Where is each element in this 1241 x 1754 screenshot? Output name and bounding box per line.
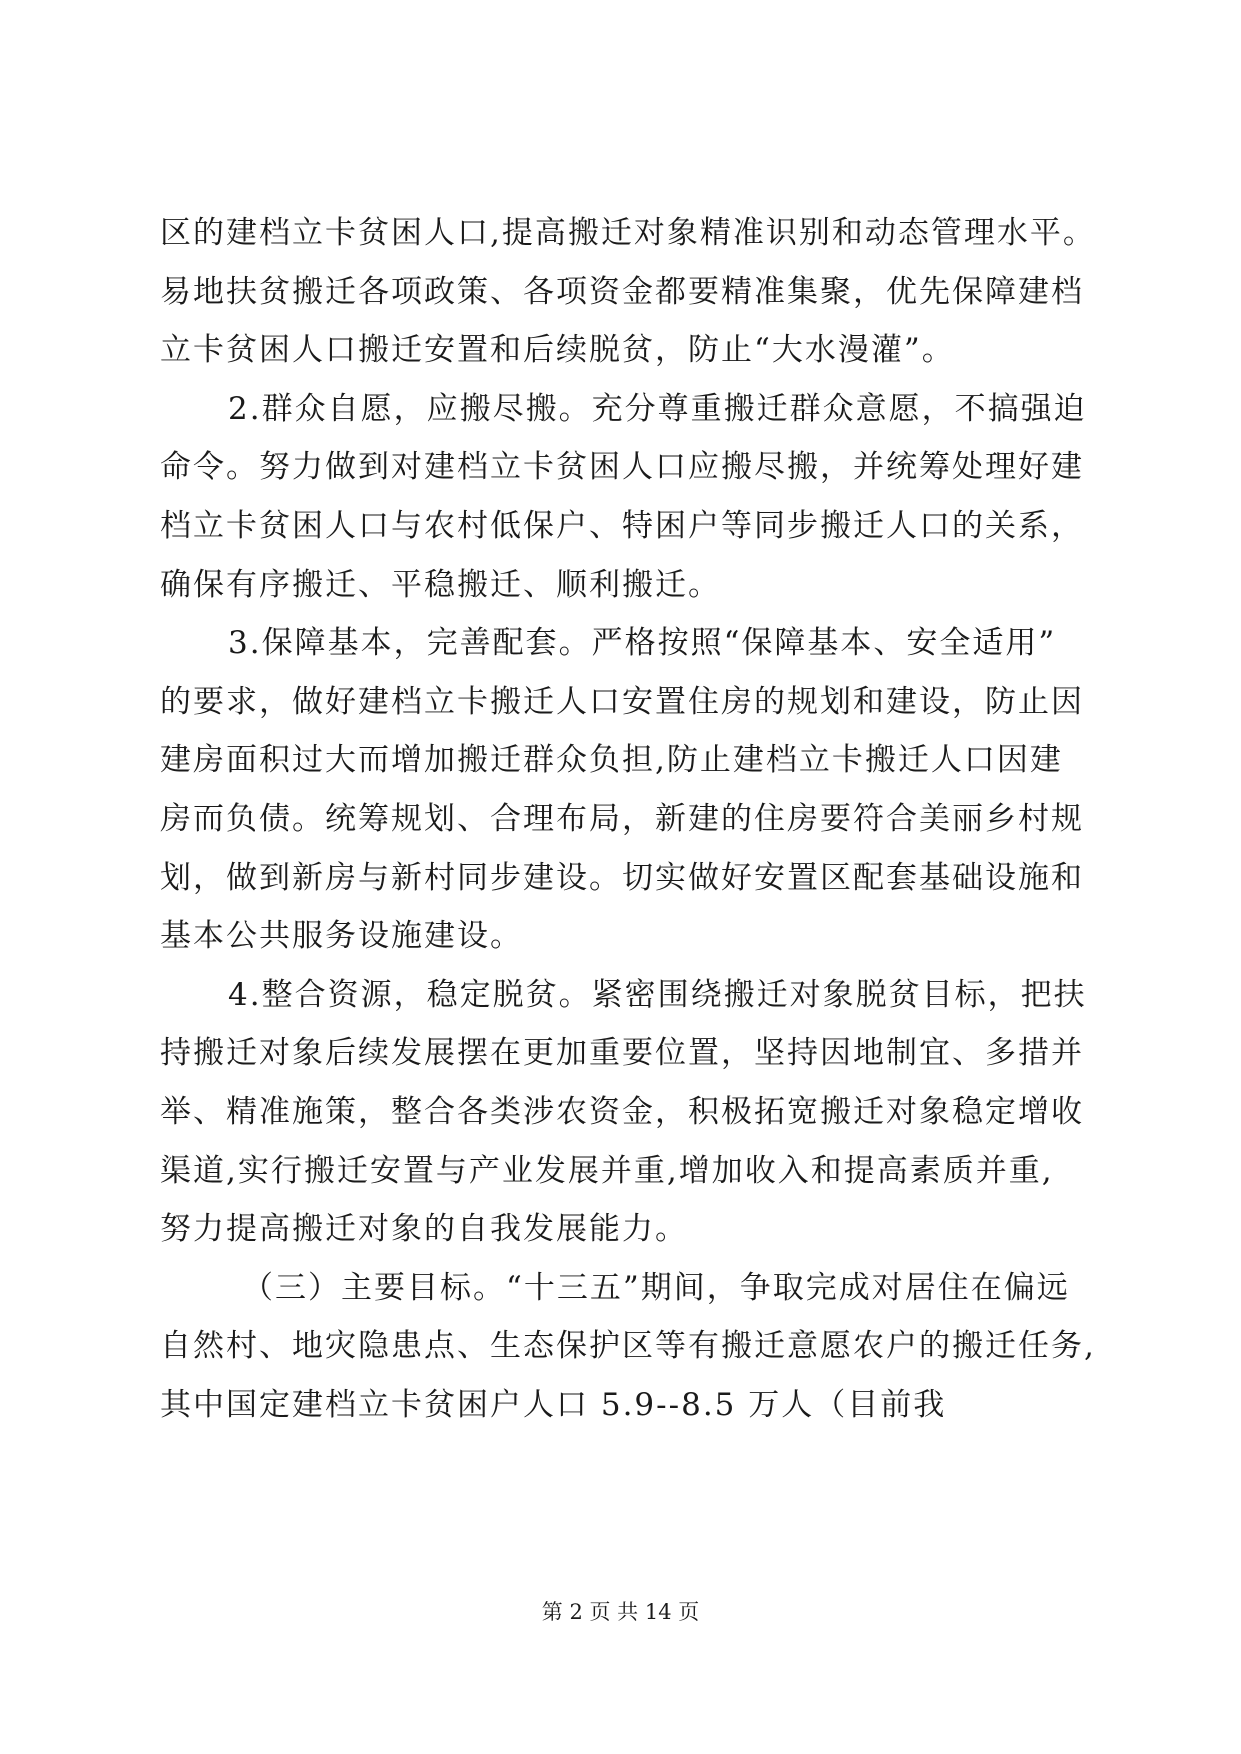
- text-line: 基本公共服务设施建设。: [160, 918, 523, 955]
- text-line: 自然村、地灾隐患点、生态保护区等有搬迁意愿农户的搬迁任务,: [160, 1328, 1096, 1365]
- text-line: 确保有序搬迁、平稳搬迁、顺利搬迁。: [160, 566, 721, 603]
- text-line: 易地扶贫搬迁各项政策、各项资金都要精准集聚，优先保障建档: [160, 273, 1084, 310]
- text-line: 划，做到新房与新村同步建设。切实做好安置区配套基础设施和: [160, 859, 1084, 896]
- paragraph-start-line: 2.群众自愿，应搬尽搬。充分尊重搬迁群众意愿，不搞强迫: [228, 390, 1087, 427]
- paragraph-start-line: 3.保障基本，完善配套。严格按照“保障基本、安全适用”: [228, 625, 1057, 662]
- text-line: 其中国定建档立卡贫困户人口 5.9--8.5 万人（目前我: [160, 1386, 947, 1423]
- text-line: 的要求，做好建档立卡搬迁人口安置住房的规划和建设，防止因: [160, 683, 1084, 720]
- text-line: 档立卡贫困人口与农村低保户、特困户等同步搬迁人口的关系，: [160, 507, 1084, 544]
- text-line: 建房面积过大而增加搬迁群众负担,防止建档立卡搬迁人口因建: [160, 742, 1063, 779]
- text-line: 努力提高搬迁对象的自我发展能力。: [160, 1211, 688, 1248]
- text-line: 举、精准施策，整合各类涉农资金，积极拓宽搬迁对象稳定增收: [160, 1093, 1084, 1130]
- text-line: 立卡贫困人口搬迁安置和后续脱贫，防止“大水漫灌”。: [160, 332, 955, 369]
- page-number-footer: 第 2 页 共 14 页: [541, 1600, 700, 1624]
- text-line: 房而负债。统筹规划、合理布局，新建的住房要符合美丽乡村规: [160, 800, 1084, 837]
- text-line: 持搬迁对象后续发展摆在更加重要位置，坚持因地制宜、多措并: [160, 1035, 1084, 1072]
- paragraph-start-line: 4.整合资源，稳定脱贫。紧密围绕搬迁对象脱贫目标，把扶: [228, 976, 1087, 1013]
- body-text: [160, 204, 1120, 1434]
- text-line: 区的建档立卡贫困人口,提高搬迁对象精准识别和动态管理水平。: [160, 215, 1096, 251]
- text-line: 命令。努力做到对建档立卡贫困人口应搬尽搬，并统筹处理好建: [160, 449, 1084, 486]
- text-line: 渠道,实行搬迁安置与产业发展并重,增加收入和提高素质并重,: [160, 1152, 1054, 1189]
- section-heading-line: （三）主要目标。“十三五”期间，争取完成对居住在偏远: [242, 1269, 1070, 1306]
